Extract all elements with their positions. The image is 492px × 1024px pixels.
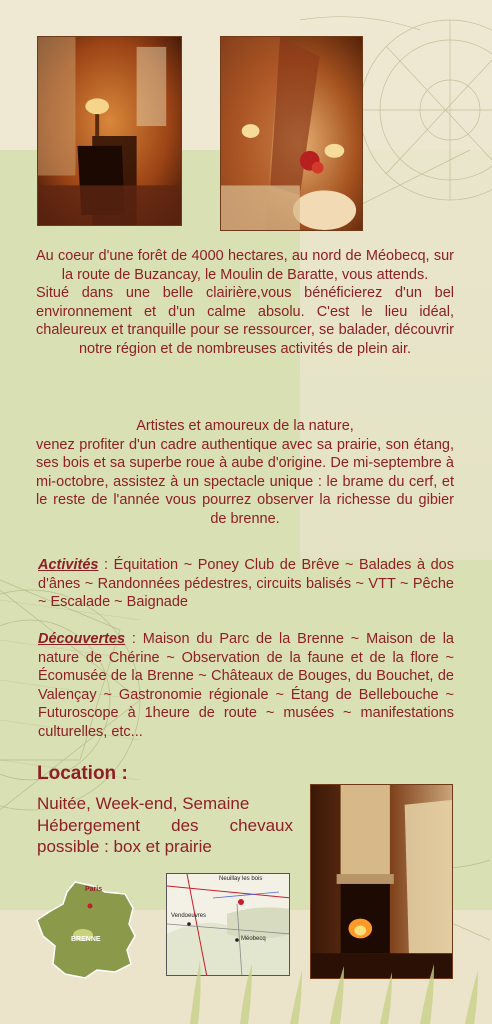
locator-map-label-center: Méobecq: [241, 936, 266, 942]
decouvertes-section: [38, 630, 454, 741]
decouvertes-separator: :: [125, 631, 143, 647]
location-body: [37, 793, 293, 858]
intro-text: [36, 247, 454, 358]
france-map-brenne-label: BRENNE: [71, 936, 101, 943]
grass-decoration-icon: [180, 960, 492, 1024]
activites-section: [38, 556, 454, 612]
location-title: Location :: [37, 763, 128, 784]
artists-paragraph-2: venez profiter d'un cadre authentique avec sa prairie, son étang, ses bois et sa superbe roue à aube d'origine. De mi-septembre à mi-octobre, assistez à un spectacle unique : le brame du cerf, et le reste de l'année vous pourrez observer la richesse du gibier de brenne.: [36, 436, 454, 527]
mill-location-marker-icon: [238, 899, 244, 905]
decouvertes-body: Maison du Parc de la Brenne ~ Maison de la nature de Chérine ~ Observation de la faune et de la flore ~ Écomusée de la Brenne ~ Châteaux de Bouges, du Bouchet, de Valençay ~ Gastronomie régionale ~ Étang de Bellebouche ~ Futuroscope à 1heure de route ~ musées ~ manifestations culturelles, etc...: [38, 631, 454, 740]
locator-map-label-top: Neuillay les bois: [219, 876, 263, 882]
bedroom-canopy-bed-photo: [220, 36, 363, 231]
france-map: [35, 880, 140, 980]
activites-body: Équitation ~ Poney Club de Brêve ~ Balades à dos d'ânes ~ Randonnées pédestres, circuits balisés ~ VTT ~ Pêche ~ Escalade ~ Baignade: [38, 557, 454, 610]
artists-text: [36, 417, 454, 528]
bedroom-desk-photo: [37, 36, 182, 226]
activites-heading: Activités: [38, 557, 99, 573]
decouvertes-heading: Découvertes: [38, 631, 126, 647]
location-line-2: Hébergement des chevaux possible : box et prairie: [37, 815, 293, 856]
locator-map-label-left: Vendoeuvres: [171, 913, 207, 919]
france-outline-icon: [35, 880, 140, 980]
fireplace-photo: [310, 784, 453, 979]
intro-paragraph-1: Au coeur d'une forêt de 4000 hectares, au nord de Méobecq, sur la route de Buzancay, le Moulin de Baratte, vous attends.: [36, 248, 454, 283]
location-line-1: Nuitée, Week-end, Semaine: [37, 794, 250, 813]
activites-separator: :: [98, 557, 114, 573]
paris-dot-icon: [88, 904, 93, 909]
artists-paragraph-1: Artistes et amoureux de la nature,: [136, 418, 354, 434]
intro-paragraph-2: Situé dans une belle clairière,vous bénéficierez d'un bel environnement et d'un calme absolu. C'est le lieu idéal, chaleureux et tranquille pour se ressourcer, se balader, découvrir notre région et de nombreuses activités de plein air.: [36, 285, 454, 357]
france-map-paris-label: Paris: [85, 886, 103, 893]
